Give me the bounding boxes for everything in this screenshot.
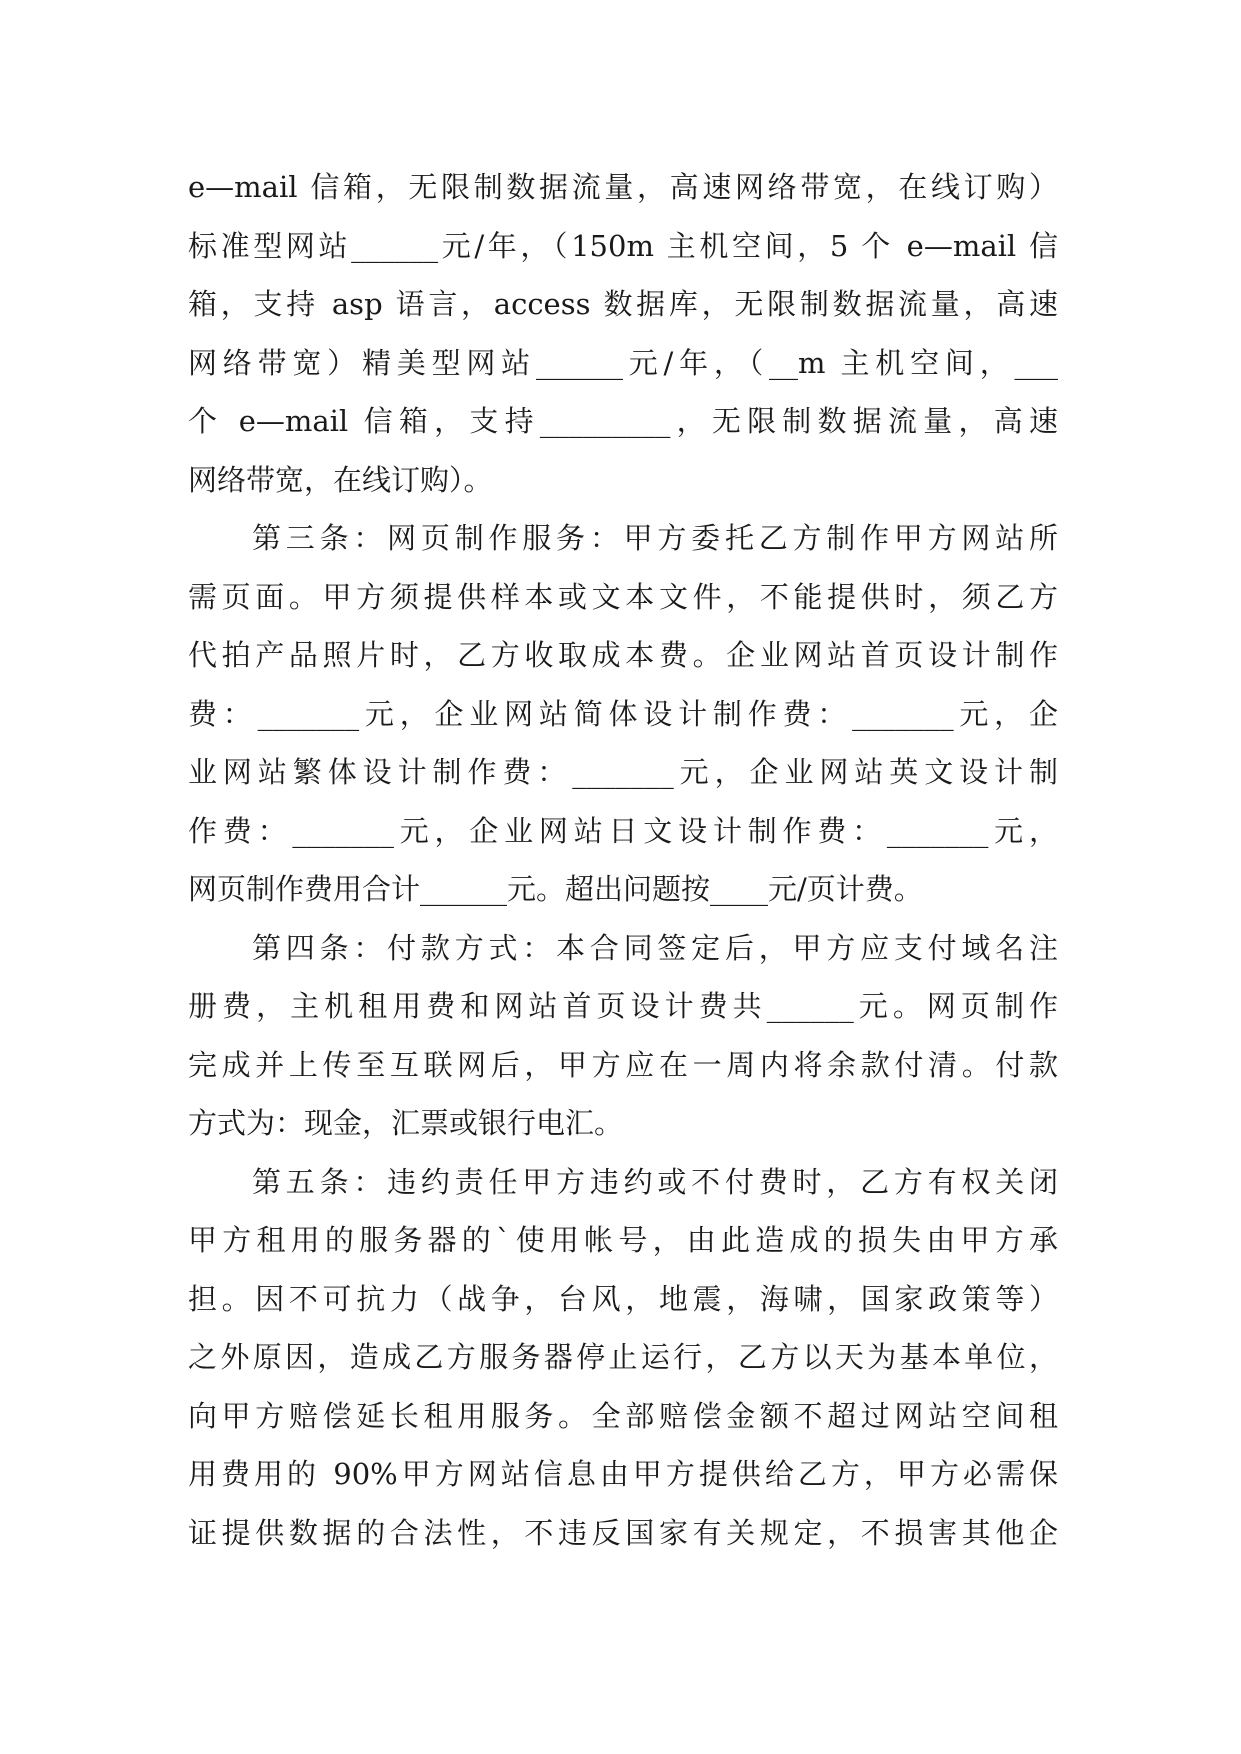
text-line: 担。因不可抗力（战争，台风，地震，海啸，国家政策等） <box>188 1281 1058 1316</box>
text-line: 箱，支持 asp 语言，access 数据库，无限制数据流量，高速 <box>188 287 1058 321</box>
text-line: 甲方租用的服务器的`使用帐号，由此造成的损失由甲方承 <box>188 1223 1058 1257</box>
text-line: 证提供数据的合法性，不违反国家有关规定，不损害其他企 <box>188 1515 1058 1550</box>
article-5-heading-line: 第五条：违约责任甲方违约或不付费时，乙方有权关闭 <box>252 1164 1058 1199</box>
text-line: 之外原因，造成乙方服务器停止运行，乙方以天为基本单位， <box>188 1340 1058 1374</box>
text-line: 费：_______元，企业网站简体设计制作费：_______元，企 <box>188 696 1058 731</box>
text-line: 作费：_______元，企业网站日文设计制作费：_______元， <box>188 813 1058 848</box>
text-line: 网页制作费用合计______元。超出问题按____元/页计费。 <box>188 872 923 906</box>
text-line: 网络带宽，在线订购）。 <box>188 462 493 497</box>
contract-body <box>188 158 1058 1562</box>
text-line: 业网站繁体设计制作费：_______元，企业网站英文设计制 <box>188 755 1058 789</box>
text-line: 网络带宽）精美型网站______元/年，（__m 主机空间，___ <box>188 345 1058 380</box>
text-line: 方式为：现金，汇票或银行电汇。 <box>188 1106 624 1140</box>
text-line: 个 e—mail 信箱，支持_________，无限制数据流量，高速 <box>188 404 1058 438</box>
article-3-heading-line: 第三条：网页制作服务：甲方委托乙方制作甲方网站所 <box>252 521 1058 555</box>
text-line: 用费用的 90%甲方网站信息由甲方提供给乙方，甲方必需保 <box>188 1457 1058 1491</box>
text-line: 需页面。甲方须提供样本或文本文件，不能提供时，须乙方 <box>188 579 1058 614</box>
text-line: e—mail 信箱，无限制数据流量，高速网络带宽，在线订购） <box>188 170 1058 204</box>
text-line: 代拍产品照片时，乙方收取成本费。企业网站首页设计制作 <box>188 638 1058 672</box>
text-line: 册费，主机租用费和网站首页设计费共______元。网页制作 <box>188 989 1058 1023</box>
article-4-heading-line: 第四条：付款方式：本合同签定后，甲方应支付域名注 <box>252 930 1058 965</box>
text-line: 向甲方赔偿延长租用服务。全部赔偿金额不超过网站空间租 <box>188 1398 1058 1433</box>
text-line: 完成并上传至互联网后，甲方应在一周内将余款付清。付款 <box>188 1047 1058 1082</box>
text-line: 标准型网站______元/年，（150m 主机空间，5 个 e—mail 信 <box>188 228 1058 263</box>
